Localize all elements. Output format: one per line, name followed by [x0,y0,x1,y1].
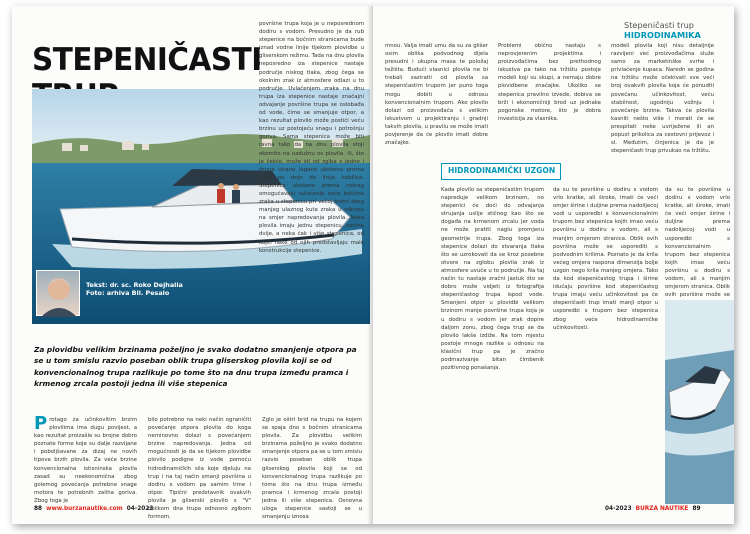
section-tag-category: HIDRODINAMIKA [624,30,701,40]
subheading-box: HIDRODINAMIČKI UZGON [441,163,561,180]
boat-photo-small [665,300,734,504]
photo-caption-text: Foto: arhiva Bll. Pesalo [86,289,170,297]
right-column-1: mnou. Valja imati umu da su za glišer osim oblika podvodnog dijela presudni i ukupna masa te položaj težišta. Budući vlasnici plovila ne bi trebali zaziratii od plovila sa stepeničastim trupom jer puno toga mogu dobiti u odnosu konvencionalnim trupom. Ako plovilo dolazi od proizvođača s velikim iskustvom u projektiranju i gradnji takvih plovila, u pravilu se može imati povjerenje da će plovilo imati dobre značajke. [385,43,488,147]
footer-website: www.burzanautike.com [46,506,123,512]
author-caption [86,281,206,297]
section-tag-title: Stepeničasti trup [624,20,694,30]
left-page [12,6,373,524]
body-column-2: bilo potrebno na neki način ograničiti povećanje otpora plovila do koga neminovno dolazi s povećanjem brzine napredovanja. Jedna od mogućnosti je da se tijekom plovidbe plovilo podigne iz vode pomoću hidrodinamičkih sila koje djeluju na trup i na taj način smanji površina u dodiru s vodom pa samim time i otpor. Tipični predstavnik ovakvih plovila je gliserski plovilo s "V" oblikom dna trupa odnosno zgibom formom. [148,417,251,521]
boat-photo-drawing [665,300,734,504]
article-title: STEPENIČASTI [32,42,262,78]
footer-brand: BURZA NAUTIKE [635,506,689,512]
lead-paragraph: Za plovidbu velikim brzinama poželjno je svako dodatno smanjenje otpora pa se u tom smislu razvio poseban oblik trupa gliserskog plovila koji se od konvencionalnog trupa razlikuje po tome što na dnu trupa između pramca i krmenog zrcala postoji jedna ili više stepenica [34,345,357,388]
left-footer [34,506,153,512]
right-column-2: Problemi obično nastaju s neprovjerenim projektima i proizvođačima bez prethodnog iskustva pa tako na tržištu postoje modeli koji su skupi, a nemaju dobre plovidbene značajke. Ukoliko se stepenica pravilno izvede, dobiva se brži i ekonomičniji brod uz jednake pogonske motore, što je dobra investicija za vlasnika. [498,43,601,122]
page-number-left: 88 [34,506,43,512]
page-number-right: 89 [692,506,701,512]
body-column-3: Zglo je oštri brid na trupu na kojem se spaja dno s bočnim stranicama plovila. Za plovidbu velikim brzinama poželjno je svako dodatno smanjenje otpora pa se u tom smislu razvio poseban oblik trupa gliserskog plovila koji se od konvencionalnog trupa razlikuje po tome što na dnu trupa između pramca i krmenog zrcala postoji jedna ili više stepenica. Osnovna uloga stepenice sastoji se u smanjenju iznosa [262,417,362,521]
magazine-spread [12,6,734,524]
right-column-6: da su te površine u dodiru s vodom vrlo kratke, ali široke, imati će veći omjer širine i duljine prema nadolijećoj vodi u usporedbi s konvencionalnim trupom bez stepenica kojih imao veću površinu u dodiru s vodom, ali s manjim omjerom stranica. Oblik ovih površina može se [665,187,730,299]
footer-issue-right: 04-2023 [605,506,632,512]
author-portrait [36,270,80,316]
right-column-4: Kada plovilo sa stepeničastim trupom napreduje velikom brzinom, no stepenici će doći do odvajanja strujanja uslije stičnog kao što se događa na krmenom zrcalu jer voda ne može pratiti naglu promjenu geometrije trupa. Zbog toga iza stepenice dolazi do stvaranja tlaka što se uzrokovati da se kroz posebne otvore na zglobu plovila zrak iz atmosfere uvuče u to područje. Na taj način tu nastaje zračni jastuk što se dobro može vidjeti iz fotografija stepeničastog trupa ispod vode. Smanjeni otpor u plovidbi velikom brzinom manje površine trupa koja je u dodiru s vodom jer zrak dopire daljom zonu, zbog čega trup se da plovilo lakše izdiže. Na tom mjestu postoje mnoge razlike u odnosu na klasični trup pa je zračno podmazivanje bitan čimbenik pozitivnog ponašanja. [441,187,544,372]
body-column-1-text: rotago za učinkovitim brzim plovilima ima dugu povijest, a kao rezultat proizašle su brojne dobro poznate forme koje su dalje razvijane i poboljšavane za dizaj ne novih tipova brzih plovila. Za veće brzine konvencionalna istisninska plovila zasad su neekonomična zbog golemog povećanja potrebne snage motora te potrebnih zaliha goriva. Zbog toga je [34,417,137,504]
right-footer [605,506,701,512]
body-column-right: površine trupa koja je u neposrednom dodiru s vodom. Presudno je da rub stepenice na bočnim stranicama bude iznad vodne linije tijekom plovidbe u gliserskom režimu. Tada na dnu plovila neposredno iza stepenice nastaje područje niskog tlaka, zbog čega se okolnim zrak iz atmosfere odlazi u to područje. Uvlačenjem zraka na dnu trupa iza stepenice nastaje značajni odvajanje površine trupa se oslobađa od vode, čime se smanjuje otpor, a kao rezultat plovilo može postići veću brzinu uz postojeću snagu i potrošnju goriva. Sama stepenica može biti ravna tako da na dnu plovila stoji okomito na uzdužnu os plovila, ili, što je češće, može idi od zgiba s jedne i druge strane lagano ukošeno prema krmi po dnje do linije kobilice. Stepenice ukošene prema natrag omogućavaju uvlačenje veće količine zraka u stepenicu pri većoj brzini zbog manjeg ulaznog kuta zraka u odnosu na smjer napredovanja plovila. Neka plovila imaju jednu stepenicu, većina dvije, a neka čak i više stepenica, od kojih neke od njih predstavljaju male konstrukcije stepenice. [259,21,364,254]
author-caption-text: Tekst: dr. sc. Roko Dejhalla [86,281,183,289]
right-column-3: modeli plovila koji nisu detaljnije razvijeni već proizvođačima služe samo za marketinške svrhe i privlačenje kupaca. Naredn se godina na tržištu može očekivati sve veći broj ovakvih plovila koja će ponuditi povećanu učinkovitost, veću stabilnost, ugodniju vožnju i povećanje brzine. Takva će plovila kasniti nešto više i morati će se prespitati neke uvriježene ili an popust prikolica za cestovni prijevoz i sl. Međutim, činjenica je da je stepeničasti trup privukao na tržištu. [611,43,714,155]
footer-issue-left: 04-2023 [126,506,154,512]
section-tag [624,20,734,40]
right-page [373,6,734,524]
body-column-1 [34,413,137,508]
right-column-5: da su te površine u dodiru s vodom vrlo kratke, ali široke, imati će veći omjer širine i duljine prema nadolijećoj vodi u usporedbi s konvencionalnim trupom bez stepenica kojih imao veću površinu u dodiru s vodom, ali s manjim omjerom stranica. Oblik ovih površina može se usporediti s podvodnim krilima. Poznato je da krila većeg omjera raspona dimenzija bolje uzgon nego krila manjeg omjera. Tako da kod stepeničastog trupa i širine idućaju površine kod stepeničastog trupa imaju veću učinkovitost pa će stepeničasti trup imati manji otpor u usporedbi s trupom bez stepenica zbog veće hidrodinamičke učinkovitosti. [553,187,658,331]
drop-cap: P [34,413,48,434]
author-portrait-drawing [37,271,81,317]
